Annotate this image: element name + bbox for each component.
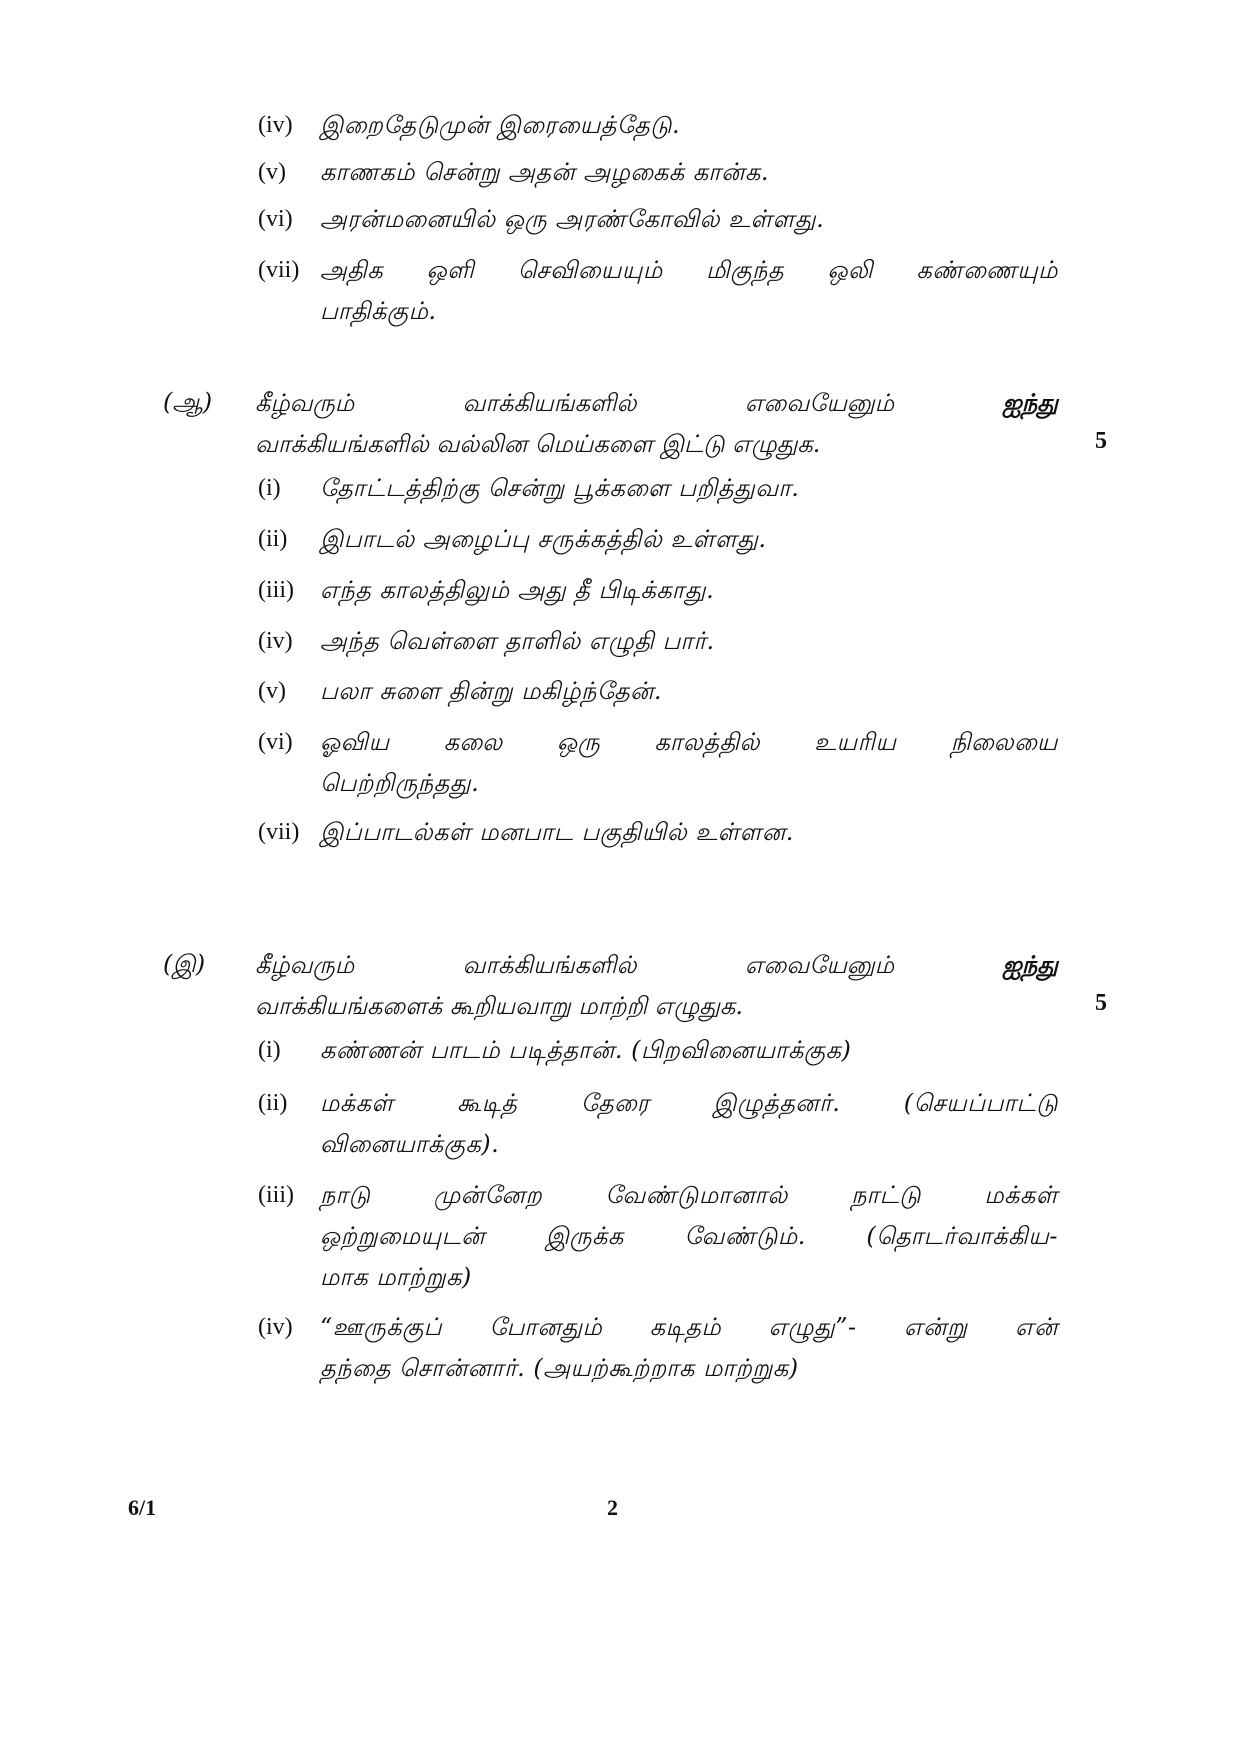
- page-number: 2: [607, 1495, 618, 1520]
- instruction-word: எவையேனும்: [744, 389, 895, 417]
- item-text: காணகம் சென்று அதன் அழகைக் கான்க.: [320, 158, 770, 186]
- item-number: (ii): [258, 1090, 288, 1116]
- list-item: [258, 1030, 1058, 1071]
- item-text: பலா சுளை தின்று மகிழ்ந்தேன்.: [320, 677, 662, 705]
- item-text: இப்பாடல்கள் மனபாட பகுதியில் உள்ளன.: [320, 818, 794, 846]
- list-item: [258, 519, 1058, 560]
- item-number: (iv): [258, 1314, 293, 1340]
- item-text-line: ஒற்றுமையுடன் இருக்க வேண்டும். (தொடர்வாக்கிய-: [320, 1222, 1058, 1250]
- list-item: [258, 105, 1058, 146]
- item-text-line: ஓவிய கலை ஒரு காலத்தில் உயரிய நிலையை: [320, 728, 1058, 756]
- list-item: [258, 621, 1058, 662]
- section-label: (இ): [163, 950, 206, 978]
- list-item: [258, 468, 1058, 509]
- item-number: (ii): [258, 526, 288, 552]
- list-item: [258, 1175, 1058, 1298]
- item-text-line: மாக மாற்றுக): [320, 1263, 472, 1291]
- item-text-line: நாடு முன்னேற வேண்டுமானால் நாட்டு மக்கள்: [320, 1181, 1058, 1209]
- list-item: [258, 250, 1058, 332]
- item-number: (iv): [258, 628, 293, 654]
- item-text: எந்த காலத்திலும் அது தீ பிடிக்காது.: [320, 576, 715, 604]
- paper-code: 6/1: [128, 1495, 157, 1520]
- item-number: (vii): [258, 257, 300, 283]
- list-item: [258, 722, 1058, 804]
- instruction-word: எவையேனும்: [744, 951, 895, 979]
- instruction-line: [255, 944, 1058, 986]
- instruction-line: வாக்கியங்களைக் கூறியவாறு மாற்றி எழுதுக.: [255, 992, 743, 1020]
- section-label: (ஆ): [163, 388, 213, 416]
- instruction-line: [255, 382, 1058, 424]
- list-item: [258, 199, 1058, 240]
- marks-value: 5: [1095, 428, 1107, 454]
- item-number: (vi): [258, 729, 293, 755]
- instruction-line: வாக்கியங்களில் வல்லின மெய்களை இட்டு எழுதுக.: [255, 430, 821, 458]
- item-text-line: மக்கள் கூடித் தேரை இழுத்தனர். (செயப்பாட்டு: [320, 1089, 1058, 1117]
- item-number: (vii): [258, 819, 300, 845]
- list-item: [258, 570, 1058, 611]
- list-item: [258, 1083, 1058, 1165]
- list-item: [258, 152, 1058, 193]
- item-text: அந்த வெள்ளை தாளில் எழுதி பார்.: [320, 627, 715, 655]
- instruction-word: கீழ்வரும்: [255, 951, 355, 979]
- question-section-i: [163, 944, 1058, 1027]
- item-number: (vi): [258, 206, 293, 232]
- instruction-word: கீழ்வரும்: [255, 389, 355, 417]
- item-number: (iii): [258, 577, 294, 603]
- list-item: [258, 812, 1058, 853]
- marks-value: 5: [1095, 990, 1107, 1016]
- item-text: அரன்மனையில் ஒரு அரண்கோவில் உள்ளது.: [320, 205, 825, 233]
- list-item: [258, 1307, 1058, 1389]
- instruction-bold-word: ஐந்து: [1002, 388, 1058, 417]
- item-number: (i): [258, 1037, 281, 1063]
- item-text-line: “ஊருக்குப் போனதும் கடிதம் எழுது”- என்று என்: [320, 1313, 1058, 1341]
- item-text-line: வினையாக்குக).: [320, 1130, 500, 1158]
- instruction-word: வாக்கியங்களில்: [462, 951, 637, 979]
- item-text-line: பெற்றிருந்தது.: [320, 769, 480, 797]
- item-number: (v): [258, 678, 286, 704]
- item-number: (v): [258, 159, 286, 185]
- item-text: தோட்டத்திற்கு சென்று பூக்களை பறித்துவா.: [320, 474, 800, 502]
- question-section-aa: [163, 382, 1058, 465]
- item-text: கண்ணன் பாடம் படித்தான். (பிறவினையாக்குக): [320, 1036, 852, 1064]
- item-text-line: பாதிக்கும்.: [320, 297, 437, 325]
- list-item: [258, 671, 1058, 712]
- item-text-line: தந்தை சொன்னார். (அயற்கூற்றாக மாற்றுக): [320, 1354, 799, 1382]
- item-number: (iii): [258, 1182, 294, 1208]
- instruction-word: வாக்கியங்களில்: [462, 389, 637, 417]
- instruction-bold-word: ஐந்து: [1002, 950, 1058, 979]
- item-text-line: அதிக ஒளி செவியையும் மிகுந்த ஒலி கண்ணையும்: [320, 256, 1058, 284]
- item-text: இபாடல் அழைப்பு சருக்கத்தில் உள்ளது.: [320, 525, 767, 553]
- item-text: இறைதேடுமுன் இரையைத்தேடு.: [320, 111, 681, 139]
- item-number: (i): [258, 475, 281, 501]
- item-number: (iv): [258, 112, 293, 138]
